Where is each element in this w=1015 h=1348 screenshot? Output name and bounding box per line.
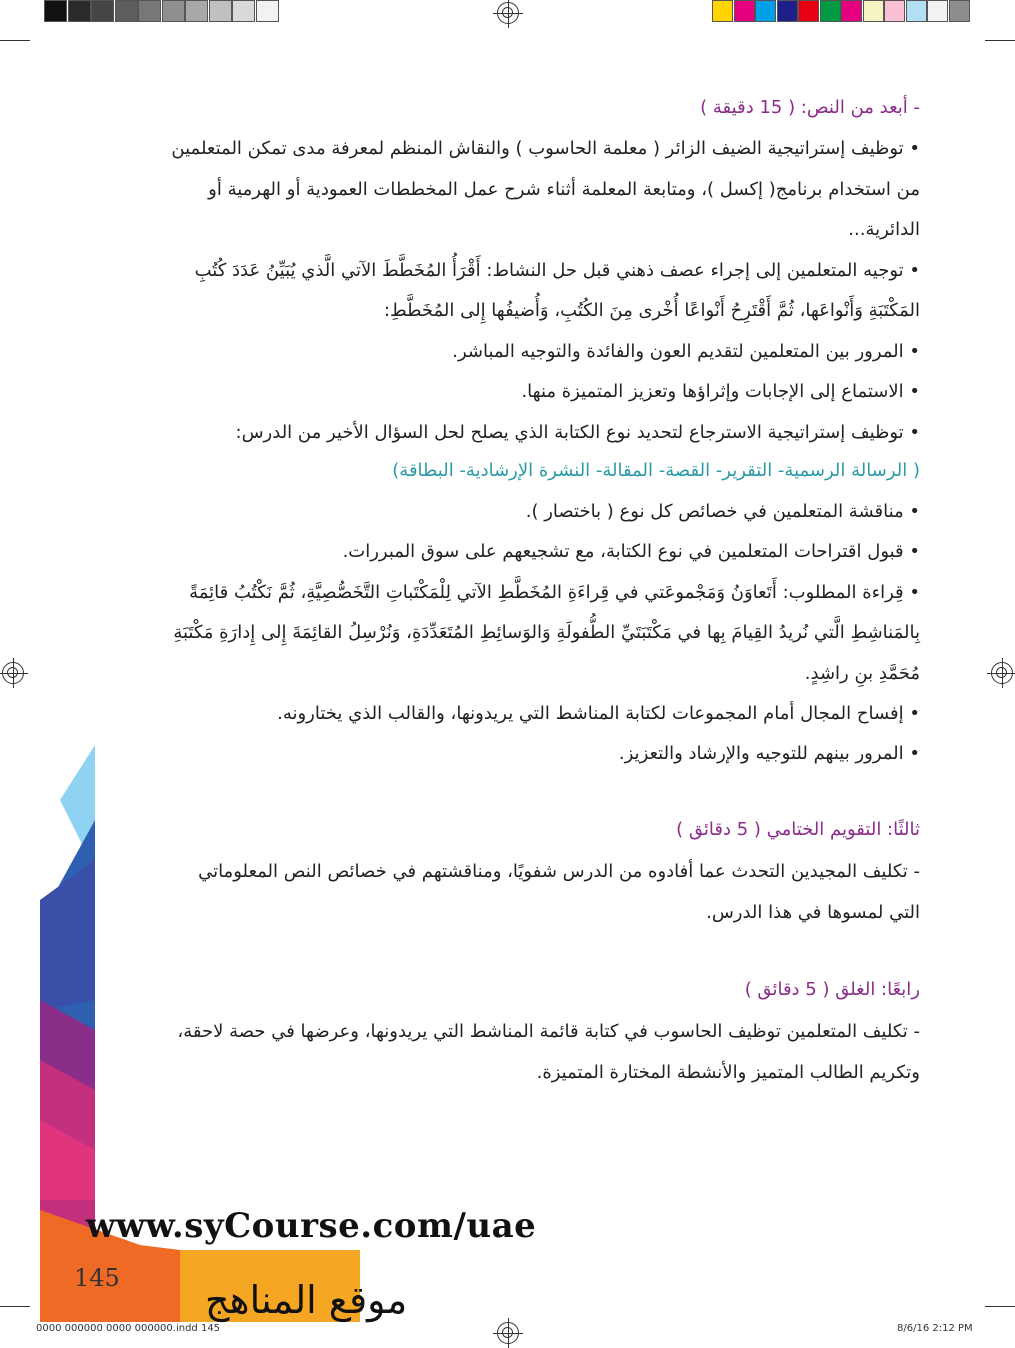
section-heading: - أبعد من النص: ( 15 دقيقة ) <box>700 97 920 118</box>
text-line: بِالمَناشِطِ الَّتي نُريدُ القِيامَ بِها في مَكْتَبَتَيِّ الطُّفولَةِ وَالوَسائِطِ المُتَعَدِّدَةِ، وَنُرْسِلُ القائِمَةَ إِلى إِدارَةِ مَكْتَبَةِ <box>173 622 920 643</box>
crop-mark <box>985 40 1015 41</box>
text-line: • توظيف إستراتيجية الاسترجاع لتحديد نوع الكتابة الذي يصلح لحل السؤال الأخير من الدرس: <box>235 422 920 443</box>
text-line: • المرور بين المتعلمين لتقديم العون والفائدة والتوجيه المباشر. <box>452 341 920 362</box>
text-line: • قِراءة المطلوب: أَتَعاوَنُ وَمَجْموعَتي في قِراءَةِ المُخَطَّطِ الآتي لِلْمَكْتَباتِ التَّخَصُّصِيَّةِ، ثُمَّ نَكْتُبُ قائِمَةً <box>189 582 920 603</box>
text-line: وتكريم الطالب المتميز والأنشطة المختارة المتميزة. <box>536 1062 920 1083</box>
watermark-url: www.syCourse.com/uae <box>86 1206 537 1246</box>
text-line: التي لمسوها في هذا الدرس. <box>706 902 920 923</box>
text-line: • الاستماع إلى الإجابات وإثراؤها وتعزيز المتميزة منها. <box>521 381 920 402</box>
text-line: • توجيه المتعلمين إلى إجراء عصف ذهني قبل حل النشاط: أَقْرَأُ المُخَطَّطَ الآتي الَّذي يُبَيِّنُ عَدَدَ كُتُبِ <box>194 260 920 281</box>
section-heading: رابعًا: الغلق ( 5 دقائق ) <box>744 979 920 1000</box>
text-line: - تكليف المتعلمين توظيف الحاسوب في كتابة قائمة المناشط التي يريدونها، وعرضها في حصة لاحقة، <box>177 1021 920 1042</box>
text-line: • قبول اقتراحات المتعلمين في نوع الكتابة، مع تشجيعهم على سوق المبررات. <box>342 541 920 562</box>
text-line: • توظيف إستراتيجية الضيف الزائر ( معلمة الحاسوب ) والنقاش المنظم لمعرفة مدى تمكن المتعلمين <box>171 138 920 159</box>
crop-mark <box>0 40 30 41</box>
text-line: - تكليف المجيدين التحدث عما أفادوه من الدرس شفويًا، ومناقشتهم في خصائص النص المعلوماتي <box>198 861 920 882</box>
text-line: • مناقشة المتعلمين في خصائص كل نوع ( باختصار ). <box>525 501 920 522</box>
crop-mark <box>985 1306 1015 1307</box>
text-line: من استخدام برنامج( إكسل )، ومتابعة المعلمة أثناء شرح عمل المخططات العمودية أو الهرمية أو <box>208 179 920 200</box>
footer-timestamp: 8/6/16 2:12 PM <box>897 1323 973 1334</box>
page-number: 145 <box>74 1264 120 1292</box>
footer-file-name: 0000 000000 0000 000000.indd 145 <box>36 1323 221 1334</box>
text-line: الدائرية... <box>848 219 920 240</box>
text-line: • إفساح المجال أمام المجموعات لكتابة المناشط التي يريدونها، والقالب الذي يختارونه. <box>277 703 920 724</box>
text-line: المَكْتَبَةِ وَأَنْواعَها، ثُمَّ أَقْتَرِحُ أَنْواعًا أُخْرى مِنَ الكُتُبِ، وَأُضيفُها إِلى المُخَطَّطِ: <box>383 300 920 321</box>
section-heading: ثالثًا: التقويم الختامي ( 5 دقائق ) <box>676 819 920 840</box>
text-line: • المرور بينهم للتوجيه والإرشاد والتعزيز. <box>618 743 920 764</box>
watermark-arabic: موقع المناهج <box>205 1278 408 1322</box>
text-line: ( الرسالة الرسمية- التقرير- القصة- المقالة- النشرة الإرشادية- البطاقة) <box>392 460 920 481</box>
crop-mark <box>0 1306 30 1307</box>
text-line: مُحَمَّدِ بنِ راشِدٍ. <box>804 663 920 684</box>
dark-blue-shape <box>40 860 95 1010</box>
